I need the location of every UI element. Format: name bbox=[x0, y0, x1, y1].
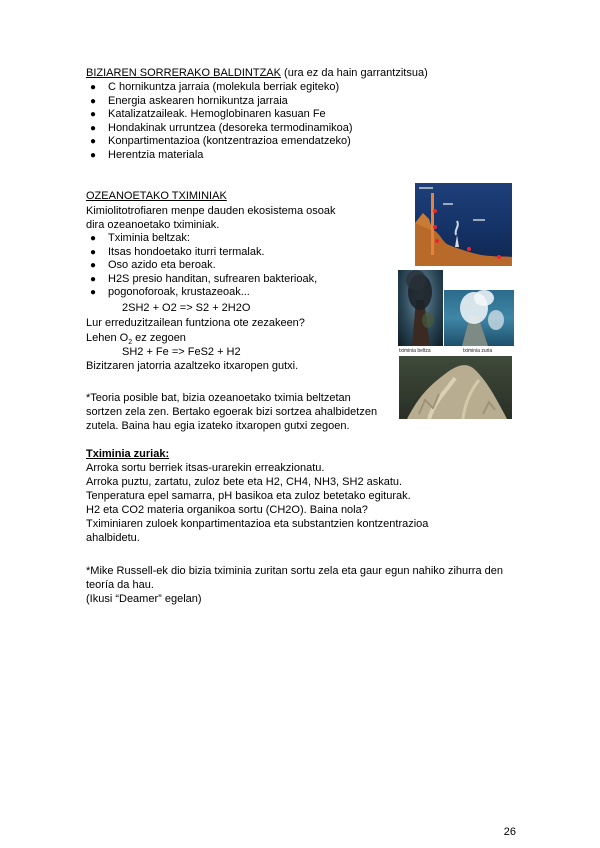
section1-list bbox=[86, 81, 353, 163]
section3-line-3: Tenperatura epel samarra, pH basikoa eta zuloz betetako egiturak. bbox=[86, 490, 411, 502]
caption-white-smoker: tximinia zuria bbox=[463, 348, 493, 354]
note2-line-1: *Mike Russell-ek dio bizia tximinia zuritan sortu zela eta gaur egun nahiko zihurra den bbox=[86, 565, 503, 577]
vent-diagram-svg bbox=[415, 183, 512, 266]
list-item: ● pogonoforoak, krustazeoak... bbox=[90, 286, 250, 299]
list-item: ● Itsas hondoetako iturri termalak. bbox=[90, 245, 265, 258]
caption-black-smoker: tximinia beltza bbox=[399, 348, 431, 354]
note2-line-3: (Ikusi “Deamer” egelan) bbox=[86, 593, 202, 605]
section1-heading-note: (ura ez da hain garrantzitsua) bbox=[280, 67, 428, 79]
section2-intro-2: dira ozeanoetako tximiniak. bbox=[86, 219, 220, 231]
section2-heading: OZEANOETAKO TXIMINIAK bbox=[86, 190, 227, 202]
section2-list bbox=[86, 232, 317, 300]
section2-intro-1: Kimiolitotrofiaren menpe dauden ekosistema osoak bbox=[86, 205, 336, 217]
section3-line-5: Tximiniaren zuloek konpartimentazioa eta substantzien kontzentrazioa bbox=[86, 518, 429, 530]
white-smoker-svg bbox=[444, 290, 514, 346]
black-smoker-image bbox=[398, 270, 443, 346]
section3-line-1: Arroka sortu berriek itsas-urarekin erreakzionatu. bbox=[86, 462, 325, 474]
section3-heading: Tximinia zuriak: bbox=[86, 448, 170, 460]
page-number: 26 bbox=[503, 826, 516, 838]
white-chimney-structure-image bbox=[399, 356, 512, 419]
list-item: ● Oso azido eta beroak. bbox=[90, 259, 216, 272]
equation-1: 2SH2 + O2 => S2 + 2H2O bbox=[122, 302, 251, 314]
section3-line-6: ahalbidetu. bbox=[86, 532, 140, 544]
list-item: ● Herentzia materiala bbox=[90, 148, 204, 161]
note1-line-1: *Teoria posible bat, bizia ozeanoetako tximia beltzetan bbox=[86, 392, 351, 404]
note1-line-2: sortzen zela zen. Bertako egoerak bizi sortzea ahalbidetzen bbox=[86, 406, 378, 418]
list-item: ● Energia askearen hornikuntza jarraia bbox=[90, 94, 288, 107]
list-item: ● Katalizatzaileak. Hemoglobinaren kasuan Fe bbox=[90, 108, 326, 121]
section3-line-2: Arroka puztu, zartatu, zuloz bete eta H2, CH4, NH3, SH2 askatu. bbox=[86, 476, 403, 488]
note1-line-3: zutela. Baina hau egia izateko itxaropen gutxi zegoen. bbox=[86, 420, 350, 432]
white-smoker-image bbox=[444, 290, 514, 346]
list-item: ● Konpartimentazioa (kontzentrazioa emendatzeko) bbox=[90, 135, 351, 148]
question-line: Lur erreduzitzailean funtziona ote zezakeen? bbox=[86, 317, 305, 329]
structure-svg bbox=[399, 356, 512, 419]
ocean-vents-diagram-image bbox=[415, 183, 512, 266]
section1-heading: BIZIAREN SORRERAKO BALDINTZAK bbox=[86, 67, 281, 79]
section3-line-4: H2 eta CO2 materia organikoa sortu (CH2O). Baina nola? bbox=[86, 504, 368, 516]
list-item: ● Tximinia beltzak: bbox=[90, 232, 190, 244]
list-item: ● C hornikuntza jarraia (molekula berriak egiteko) bbox=[90, 81, 340, 93]
list-item: ● Hondakinak urruntzea (desoreka termodinamikoa) bbox=[90, 121, 353, 134]
list-item: ● H2S presio handitan, sufrearen bakterioak, bbox=[90, 272, 318, 285]
black-smoker-svg bbox=[398, 270, 443, 346]
equation-2: SH2 + Fe => FeS2 + H2 bbox=[122, 346, 241, 358]
lehen-line: Lehen $O_2$ ez zegoen bbox=[86, 332, 186, 347]
note2-line-2: teoría da hau. bbox=[86, 579, 154, 591]
conclusion-line: Bizitzaren jatorria azaltzeko itxaropen gutxi. bbox=[86, 360, 299, 372]
section1-heading-line bbox=[86, 66, 428, 80]
